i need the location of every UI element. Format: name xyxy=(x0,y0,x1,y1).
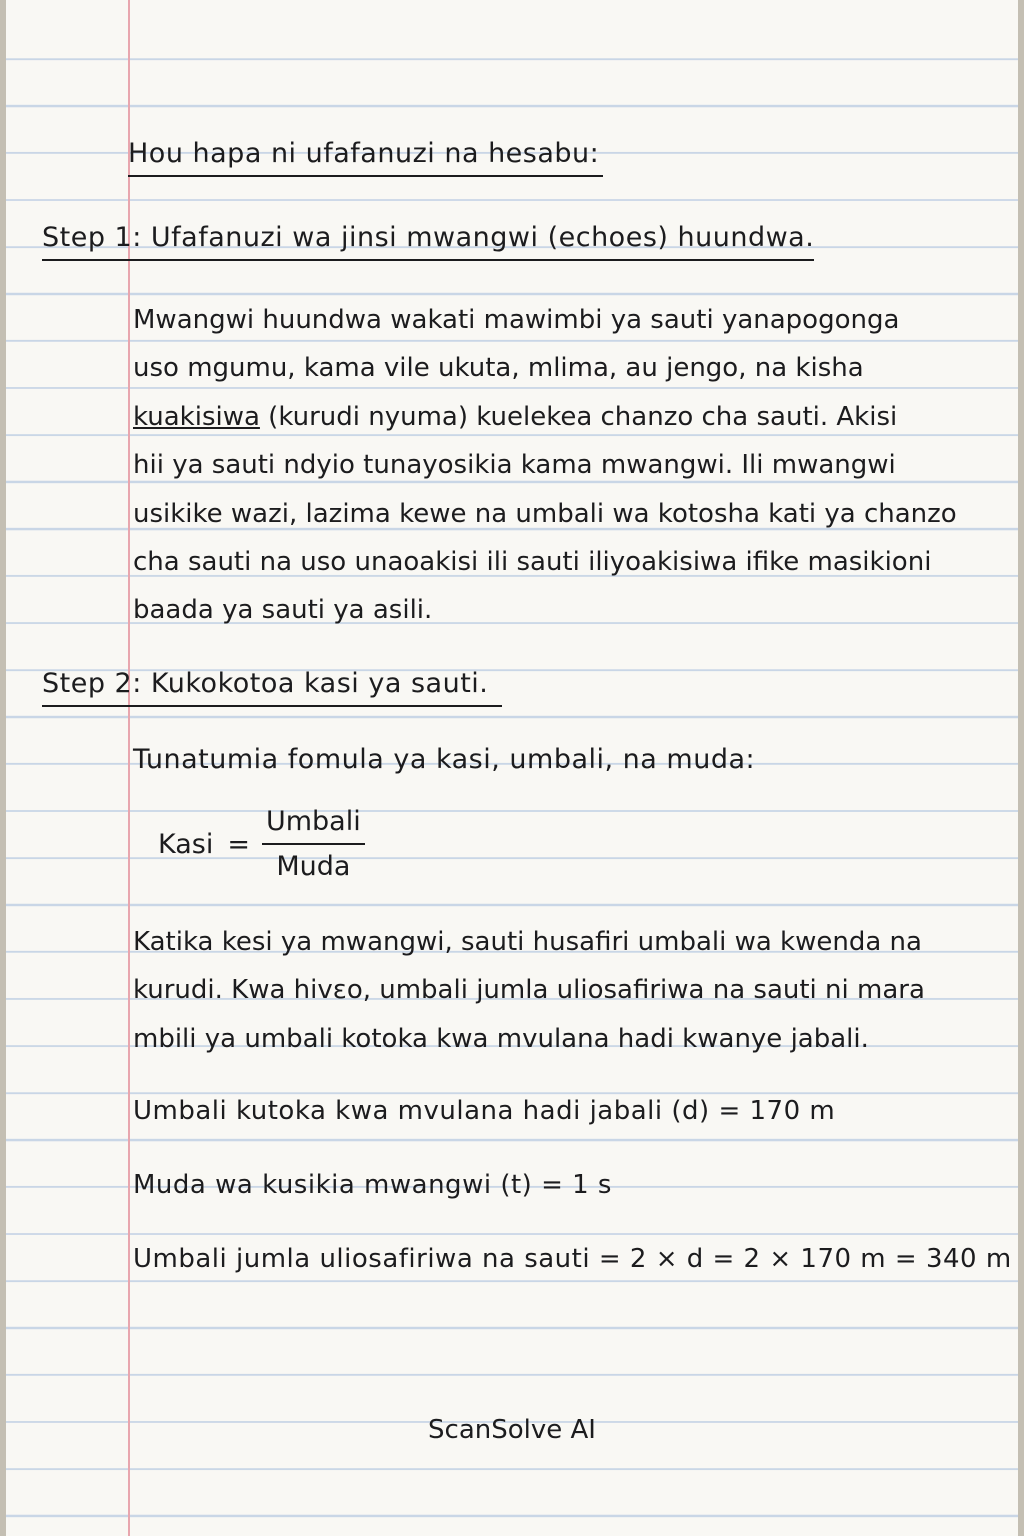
step1-line-4: hii ya sauti ndyio tunayosikia kama mwangwi. Ili mwangwi xyxy=(133,450,896,481)
page-left-edge xyxy=(0,0,6,1536)
step2-line-2: kurudi. Kwa hivεo, umbali jumla uliosafiriwa na sauti ni mara xyxy=(133,975,925,1006)
formula-fraction xyxy=(262,806,365,882)
speed-formula xyxy=(158,806,365,882)
formula-denominator: Muda xyxy=(276,851,351,882)
time-line: Muda wa kusikia mwangwi (t) = 1 s xyxy=(133,1170,612,1200)
total-distance-line: Umbali jumla uliosafiriwa na sauti = 2 × d = 2 × 170 m = 340 m xyxy=(133,1244,1012,1274)
step2-line-1: Katika kesi ya mwangwi, sauti husafiri umbali wa kwenda na xyxy=(133,927,922,957)
page-right-edge xyxy=(1018,0,1024,1536)
step1-line-7: baada ya sauti ya asili. xyxy=(133,595,433,626)
underlined-word: kuakisiwa xyxy=(133,401,260,432)
step1-paragraph xyxy=(133,296,1003,635)
distance-line: Umbali kutoka kwa mvulana hadi jabali (d) = 170 m xyxy=(133,1096,836,1126)
step1-line-5: usikike wazi, lazima kewe na umbali wa kotosha kati ya chanzo xyxy=(133,498,957,529)
formula-lhs: Kasi xyxy=(158,828,214,860)
step2-intro: Tunatumia fomula ya kasi, umbali, na muda: xyxy=(133,744,756,775)
step1-line-3 xyxy=(133,393,1003,441)
step2-line-3: mbili ya umbali kotoka kwa mvulana hadi kwanye jabali. xyxy=(133,1023,869,1054)
step1-line-2: uso mgumu, kama vile ukuta, mlima, au jengo, na kisha xyxy=(133,353,864,384)
step1-heading: Step 1: Ufafanuzi wa jinsi mwangwi (echoes) huundwa. xyxy=(42,222,814,261)
step1-line-6: cha sauti na uso unaoakisi ili sauti iliyoakisiwa ifike masikioni xyxy=(133,547,932,578)
step2-paragraph xyxy=(133,918,1003,1063)
step1-line-1: Mwangwi huundwa wakati mawimbi ya sauti yanapogonga xyxy=(133,305,900,335)
step1-line-3-rest: (kurudi nyuma) kuelekea chanzo cha sauti. Akisi xyxy=(259,401,898,432)
intro-heading: Hou hapa ni ufafanuzi na hesabu: xyxy=(128,138,603,177)
footer-brand: ScanSolve AI xyxy=(428,1415,596,1445)
formula-equals: = xyxy=(227,828,250,860)
formula-numerator: Umbali xyxy=(262,806,365,845)
step2-heading: Step 2: Kukokotoa kasi ya sauti. xyxy=(42,668,502,707)
